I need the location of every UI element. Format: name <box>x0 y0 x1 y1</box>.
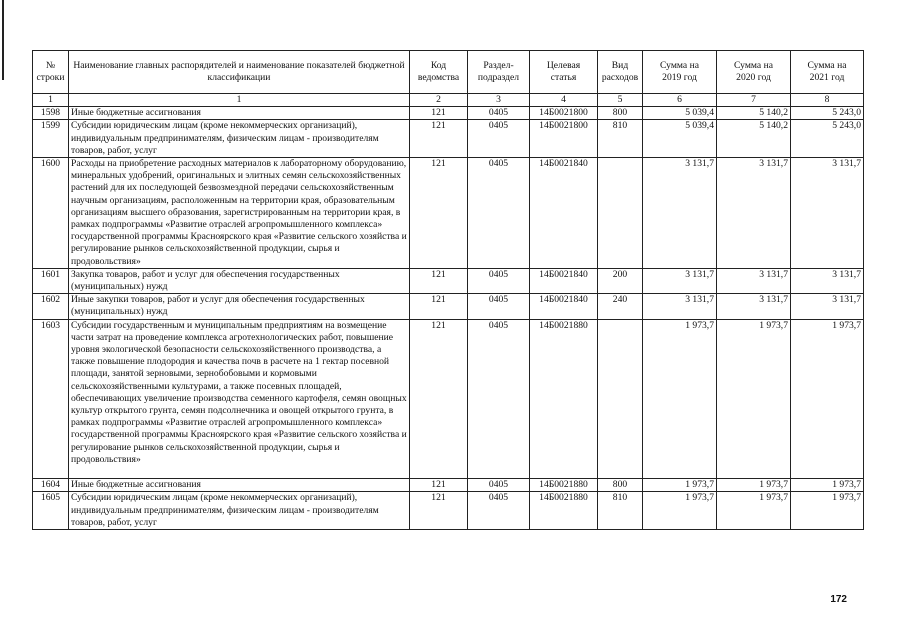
column-number: 2 <box>410 94 468 107</box>
row-name: Закупка товаров, работ и услуг для обеспечения государственных (муниципальных) нужд <box>69 268 410 293</box>
row-number: 1604 <box>33 479 69 492</box>
row-target-article: 14Б0021880 <box>530 319 598 478</box>
table-row <box>33 492 864 530</box>
header-dept-code: Код ведомства <box>410 51 468 94</box>
column-number: 4 <box>530 94 598 107</box>
row-number: 1600 <box>33 158 69 269</box>
left-margin-rule <box>2 0 4 80</box>
row-expense-type: 810 <box>598 492 643 530</box>
row-number: 1602 <box>33 294 69 319</box>
row-expense-type: 800 <box>598 479 643 492</box>
row-sum-2020: 3 131,7 <box>717 268 791 293</box>
column-number: 3 <box>468 94 530 107</box>
table-row <box>33 158 864 269</box>
row-expense-type <box>598 319 643 478</box>
row-dept-code: 121 <box>410 107 468 120</box>
row-name: Иные бюджетные ассигнования <box>69 107 410 120</box>
row-section: 0405 <box>468 268 530 293</box>
row-number: 1598 <box>33 107 69 120</box>
column-number: 1 <box>69 94 410 107</box>
header-expense-type: Вид расходов <box>598 51 643 94</box>
row-sum-2021: 3 131,7 <box>791 294 864 319</box>
column-number-row <box>33 94 864 107</box>
row-sum-2021: 1 973,7 <box>791 492 864 530</box>
table-row <box>33 120 864 158</box>
row-target-article: 14Б0021880 <box>530 479 598 492</box>
column-number: 7 <box>717 94 791 107</box>
row-sum-2019: 1 973,7 <box>643 492 717 530</box>
row-sum-2019: 1 973,7 <box>643 319 717 478</box>
row-dept-code: 121 <box>410 479 468 492</box>
row-sum-2021: 1 973,7 <box>791 319 864 478</box>
row-dept-code: 121 <box>410 158 468 269</box>
row-number: 1599 <box>33 120 69 158</box>
header-sum-2019: Сумма на 2019 год <box>643 51 717 94</box>
row-sum-2019: 3 131,7 <box>643 268 717 293</box>
header-sum-2020: Сумма на 2020 год <box>717 51 791 94</box>
row-expense-type: 240 <box>598 294 643 319</box>
row-sum-2021: 5 243,0 <box>791 107 864 120</box>
column-number: 1 <box>33 94 69 107</box>
row-section: 0405 <box>468 319 530 478</box>
row-number: 1603 <box>33 319 69 478</box>
row-section: 0405 <box>468 294 530 319</box>
row-name: Субсидии государственным и муниципальным предприятиям на возмещение части затрат на проведение комплекса агротехнологических работ, повышение уровня экологической безопасности сельскохозяйственного производства, а также повышение плодородия и качества почв в расчете на 1 гектар посевной площади, занятой зерновыми, зернобобовыми и кормовыми сельскохозяйственными культурами, а также посевных площадей, обеспечивающих увеличение производства семенного картофеля, семян овощных культур открытого грунта, семян подсолнечника и овощей открытого грунта, в рамках подпрограммы «Развитие отраслей агропромышленного комплекса» государственной программы Красноярского края «Развитие сельского хозяйства и регулирование рынков сельскохозяйственной продукции, сырья и продовольствия» <box>69 319 410 478</box>
row-sum-2021: 3 131,7 <box>791 158 864 269</box>
row-sum-2019: 5 039,4 <box>643 107 717 120</box>
row-section: 0405 <box>468 120 530 158</box>
header-name: Наименование главных распорядителей и наименование показателей бюджетной классификации <box>69 51 410 94</box>
row-sum-2019: 3 131,7 <box>643 294 717 319</box>
row-sum-2021: 5 243,0 <box>791 120 864 158</box>
row-target-article: 14Б0021840 <box>530 268 598 293</box>
table-row <box>33 268 864 293</box>
row-sum-2020: 1 973,7 <box>717 319 791 478</box>
table-row <box>33 294 864 319</box>
row-name: Расходы на приобретение расходных материалов к лабораторному оборудованию, минеральных удобрений, оригинальных и элитных семян сельскохозяйственных растений для их последующей безвозмездной передачи сельскохозяйственным научным организациям, расположенным на территории края, образовательным организациям высшего образования, зарегистрированным на территории края, в рамках подпрограммы «Развитие отраслей агропромышленного комплекса» государственной программы Красноярского края «Развитие сельского хозяйства и регулирование рынков сельскохозяйственной продукции, сырья и продовольствия» <box>69 158 410 269</box>
row-dept-code: 121 <box>410 319 468 478</box>
row-expense-type: 200 <box>598 268 643 293</box>
row-target-article: 14Б0021880 <box>530 492 598 530</box>
row-sum-2019: 1 973,7 <box>643 479 717 492</box>
row-sum-2020: 3 131,7 <box>717 294 791 319</box>
row-name: Иные бюджетные ассигнования <box>69 479 410 492</box>
budget-table <box>32 50 864 530</box>
row-name: Иные закупки товаров, работ и услуг для обеспечения государственных (муниципальных) нужд <box>69 294 410 319</box>
row-dept-code: 121 <box>410 294 468 319</box>
row-expense-type: 800 <box>598 107 643 120</box>
row-section: 0405 <box>468 107 530 120</box>
row-section: 0405 <box>468 158 530 269</box>
column-number: 5 <box>598 94 643 107</box>
row-name: Субсидии юридическим лицам (кроме некоммерческих организаций), индивидуальным предпринимателям, физическим лицам - производителям товаров, работ, услуг <box>69 120 410 158</box>
page-number: 172 <box>830 594 847 605</box>
row-sum-2020: 5 140,2 <box>717 107 791 120</box>
header-no: № строки <box>33 51 69 94</box>
header-section: Раздел- подраздел <box>468 51 530 94</box>
row-dept-code: 121 <box>410 120 468 158</box>
row-number: 1605 <box>33 492 69 530</box>
table-row <box>33 319 864 478</box>
table-row <box>33 479 864 492</box>
row-expense-type: 810 <box>598 120 643 158</box>
row-expense-type <box>598 158 643 269</box>
row-sum-2019: 3 131,7 <box>643 158 717 269</box>
row-number: 1601 <box>33 268 69 293</box>
row-dept-code: 121 <box>410 268 468 293</box>
header-target-article: Целевая статья <box>530 51 598 94</box>
header-sum-2021: Сумма на 2021 год <box>791 51 864 94</box>
table-row <box>33 107 864 120</box>
row-sum-2020: 1 973,7 <box>717 479 791 492</box>
row-sum-2020: 1 973,7 <box>717 492 791 530</box>
row-section: 0405 <box>468 479 530 492</box>
row-section: 0405 <box>468 492 530 530</box>
row-name: Субсидии юридическим лицам (кроме некоммерческих организаций), индивидуальным предпринимателям, физическим лицам - производителям товаров, работ, услуг <box>69 492 410 530</box>
row-sum-2019: 5 039,4 <box>643 120 717 158</box>
row-sum-2020: 5 140,2 <box>717 120 791 158</box>
row-target-article: 14Б0021800 <box>530 120 598 158</box>
row-target-article: 14Б0021840 <box>530 158 598 269</box>
column-number: 6 <box>643 94 717 107</box>
row-sum-2020: 3 131,7 <box>717 158 791 269</box>
row-sum-2021: 1 973,7 <box>791 479 864 492</box>
row-dept-code: 121 <box>410 492 468 530</box>
row-target-article: 14Б0021840 <box>530 294 598 319</box>
row-target-article: 14Б0021800 <box>530 107 598 120</box>
row-sum-2021: 3 131,7 <box>791 268 864 293</box>
header-row <box>33 51 864 94</box>
column-number: 8 <box>791 94 864 107</box>
